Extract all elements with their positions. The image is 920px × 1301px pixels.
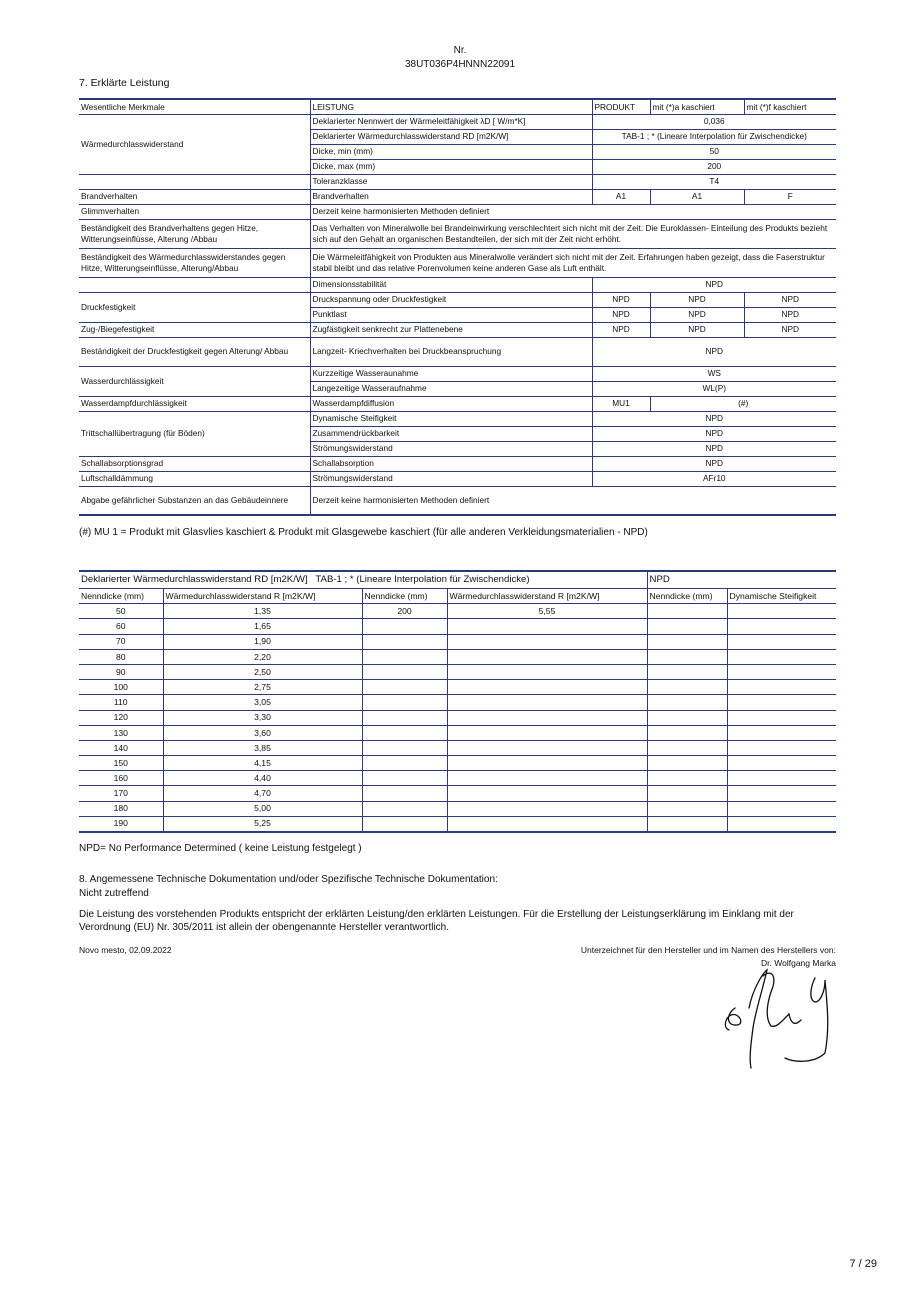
header-cell: mit (*)f kaschiert [744,99,836,114]
document-number: 38UT036P4HNNN22091 [404,59,516,70]
table-row [79,801,836,816]
header-cell: Nenndicke (mm) [362,589,447,604]
resistance-cell: 4,15 [163,756,362,771]
resistance-cell [447,801,647,816]
resistance-cell [727,695,836,710]
resistance-cell [447,664,647,679]
declaration-text: Die Leistung des vorstehenden Produkts entspricht der erklärten Leistung/den erklärten Leistungen. Für die Erstellung der Leistungserklärung im Einklang mit der Verordnung (EU) Nr. 305/2011 ist allein der obengenannte Hersteller verantwortlich. [79,909,794,933]
signer-name: Dr. Wolfgang Marka [761,958,836,968]
resistance-cell: 3,05 [163,695,362,710]
characteristic-cell: Druckfestigkeit [79,292,310,322]
table-row [79,277,836,292]
header-cell: Dynamische Steifigkeit [727,589,836,604]
signature [715,968,845,1073]
thickness-cell [647,619,727,634]
value-cell: NPD [744,292,836,307]
performance-cell: Dynamische Steifigkeit [310,411,592,426]
table-row [79,337,836,366]
header-cell: LEISTUNG [310,99,592,114]
performance-cell: Zusammendrückbarkeit [310,426,592,441]
resistance-cell [447,710,647,725]
resistance-cell [727,649,836,664]
table-title-npd: NPD [647,571,836,589]
mu-footnote: (#) MU 1 = Produkt mit Glasvlies kaschiert & Produkt mit Glasgewebe kaschiert (für alle anderen Verkleidungsmaterialien - NPD) [79,527,648,538]
table-row [79,756,836,771]
value-cell: NPD [650,322,744,337]
resistance-cell [727,680,836,695]
characteristic-cell: Brandverhalten [79,189,310,204]
performance-cell: Derzeit keine harmonisierten Methoden definiert [310,486,836,515]
value-cell: NPD [744,307,836,322]
characteristic-cell: Zug-/Biegefestigkeit [79,322,310,337]
thickness-cell: 160 [79,771,163,786]
resistance-cell [447,634,647,649]
resistance-cell: 3,85 [163,740,362,755]
resistance-cell: 3,60 [163,725,362,740]
header-cell: Nenndicke (mm) [79,589,163,604]
value-cell: 200 [592,159,836,174]
thickness-cell [647,771,727,786]
section-7-title: 7. Erklärte Leistung [79,77,170,89]
value-cell: NPD [744,322,836,337]
performance-cell: Strömungswiderstand [310,441,592,456]
resistance-cell [447,771,647,786]
resistance-cell [727,710,836,725]
value-cell: A1 [650,189,744,204]
table-row [79,771,836,786]
resistance-cell [447,649,647,664]
performance-cell: Dicke, min (mm) [310,144,592,159]
table-row [79,189,836,204]
performance-cell: Zugfästigkeit senkrecht zur Plattenebene [310,322,592,337]
table-title: Deklarierter Wärmedurchlasswiderstand RD [m2K/W] TAB-1 ; * (Lineare Interpolation für Zwischendicke) [79,571,647,589]
performance-cell: Das Verhalten von Mineralwolle bei Brandeinwirkung verschlechtert sich nicht mit der Zeit. Die Euroklassen- Einteilung des Produkts bezieht sich auf den Gehalt an organischen Bestandteilen, der sich mit der Zeit nicht erhöht. [310,219,836,248]
table-title-row [79,571,836,589]
value-cell: NPD [592,411,836,426]
performance-cell: Toleranzklasse [310,174,592,189]
thickness-cell: 190 [79,816,163,831]
performance-cell: Kurzzeitige Wasseraunahme [310,366,592,381]
thickness-cell [647,680,727,695]
resistance-cell: 5,25 [163,816,362,831]
resistance-cell: 5,55 [447,604,647,619]
table-row [79,680,836,695]
performance-table [79,98,836,516]
table-row [79,174,836,189]
resistance-cell: 3,30 [163,710,362,725]
thickness-cell [362,725,447,740]
thickness-cell [362,740,447,755]
table-row [79,204,836,219]
thickness-cell [647,786,727,801]
resistance-cell: 2,50 [163,664,362,679]
value-cell: AFr10 [592,471,836,486]
resistance-cell [447,756,647,771]
value-cell: TAB-1 ; * (Lineare Interpolation für Zwischendicke) [592,129,836,144]
value-cell: (#) [650,396,836,411]
resistance-cell [447,725,647,740]
performance-cell: Brandverhalten [310,189,592,204]
characteristic-cell: Abgabe gefährlicher Substanzen an das Gebäudeinnere [79,486,310,515]
table-row [79,486,836,515]
thickness-cell [362,695,447,710]
npd-note: NPD= No Performance Determined ( keine Leistung festgelegt ) [79,843,362,854]
performance-cell: Wasserdampfdiffusion [310,396,592,411]
thickness-cell [362,649,447,664]
resistance-cell: 2,75 [163,680,362,695]
thickness-cell [647,634,727,649]
table-row [79,322,836,337]
value-cell: NPD [592,426,836,441]
table-row [79,292,836,307]
place-date: Novo mesto, 02.09.2022 [79,945,172,955]
table-row [79,786,836,801]
resistance-cell [727,771,836,786]
resistance-cell [727,740,836,755]
resistance-cell [727,756,836,771]
thickness-cell: 90 [79,664,163,679]
thickness-cell [647,604,727,619]
table-row [79,219,836,248]
performance-cell: Langzeit- Kriechverhalten bei Druckbeanspruchung [310,337,592,366]
thickness-cell [647,695,727,710]
table-row [79,634,836,649]
thickness-cell: 170 [79,786,163,801]
resistance-cell: 1,35 [163,604,362,619]
thickness-cell [647,801,727,816]
performance-cell: Deklarierter Nennwert der Wärmeleitfähigkeit λD [ W/m*K] [310,114,592,129]
resistance-cell: 5,00 [163,801,362,816]
thickness-cell [362,771,447,786]
table-row [79,816,836,831]
thickness-cell [362,664,447,679]
thickness-cell [647,740,727,755]
performance-cell: Strömungswiderstand [310,471,592,486]
table-row [79,710,836,725]
thickness-cell [362,801,447,816]
resistance-cell: 1,90 [163,634,362,649]
performance-cell: Langezeitige Wasseraufnahme [310,381,592,396]
header-cell: mit (*)a kaschiert [650,99,744,114]
value-cell: NPD [650,292,744,307]
resistance-cell [727,664,836,679]
thickness-cell: 50 [79,604,163,619]
thickness-cell [362,756,447,771]
header-cell: Wärmedurchlasswiderstand R [m2K/W] [447,589,647,604]
thickness-cell [362,816,447,831]
value-cell: WL(P) [592,381,836,396]
table-row [79,396,836,411]
performance-cell: Schallabsorption [310,456,592,471]
performance-cell: Die Wärmeleitfähigkeit von Produkten aus Mineralwolle verändert sich nicht mit der Zeit. Erfahrungen haben gezeigt, dass die Faserstruktur stabil bleibt und das relative Porenvolumen keine anderen Gase als Luft enthält. [310,248,836,277]
performance-cell: Dicke, max (mm) [310,159,592,174]
value-cell: NPD [592,456,836,471]
resistance-cell [727,801,836,816]
thickness-cell [362,634,447,649]
value-cell: NPD [650,307,744,322]
resistance-cell [727,634,836,649]
value-cell: NPD [592,441,836,456]
resistance-cell [727,786,836,801]
characteristic-cell: Luftschalldämmung [79,471,310,486]
characteristic-cell: Wärmedurchlasswiderstand [79,114,310,174]
table-row [79,411,836,426]
thickness-cell [362,710,447,725]
value-cell: A1 [592,189,650,204]
value-cell: 50 [592,144,836,159]
thickness-cell: 130 [79,725,163,740]
value-cell: T4 [592,174,836,189]
characteristic-cell [79,174,310,189]
table-row [79,114,836,129]
table-row [79,604,836,619]
characteristic-cell: Schallabsorptionsgrad [79,456,310,471]
performance-cell: Druckspannung oder Druckfestigkeit [310,292,592,307]
characteristic-cell: Beständigkeit des Wärmedurchlasswiderstandes gegen Hitze, Witterungseinflüsse, Alterung/Abbau [79,248,310,277]
section-8-title: 8. Angemessene Technische Dokumentation und/oder Spezifische Technische Dokumentation: [79,874,498,885]
characteristic-cell: Beständigkeit der Druckfestigkeit gegen Alterung/ Abbau [79,337,310,366]
performance-cell: Dimensionsstabilität [310,277,592,292]
table-row [79,695,836,710]
resistance-cell [447,786,647,801]
thickness-cell [362,680,447,695]
thickness-cell [362,786,447,801]
table-header-row [79,99,836,114]
thickness-cell [647,816,727,831]
thickness-cell: 140 [79,740,163,755]
thickness-cell: 180 [79,801,163,816]
page-number: 7 / 29 [849,1258,877,1270]
resistance-cell [447,740,647,755]
value-cell: NPD [592,337,836,366]
table-row [79,619,836,634]
thickness-cell: 200 [362,604,447,619]
table-row [79,649,836,664]
table-row [79,248,836,277]
thickness-cell: 150 [79,756,163,771]
characteristic-cell: Beständigkeit des Brandverhaltens gegen Hitze, Witterungseinflüsse, Alterung /Abbau [79,219,310,248]
thickness-cell: 70 [79,634,163,649]
section-8-value: Nicht zutreffend [79,888,149,899]
thickness-cell [647,756,727,771]
header-cell: Wärmedurchlasswiderstand R [m2K/W] [163,589,362,604]
value-cell: 0,036 [592,114,836,129]
characteristic-cell: Wasserdampfdurchlässigkeit [79,396,310,411]
table-row [79,740,836,755]
value-cell: NPD [592,277,836,292]
value-cell: NPD [592,322,650,337]
table-row [79,366,836,381]
value-cell: WS [592,366,836,381]
thickness-cell: 60 [79,619,163,634]
header-cell: Wesentliche Merkmale [79,99,310,114]
table-header-row [79,589,836,604]
thickness-cell [362,619,447,634]
resistance-cell [727,725,836,740]
resistance-cell [447,695,647,710]
resistance-cell: 4,40 [163,771,362,786]
header-cell: PRODUKT [592,99,650,114]
thickness-cell: 110 [79,695,163,710]
document-number-label: Nr. [453,45,467,56]
performance-cell: Derzeit keine harmonisierten Methoden definiert [310,204,836,219]
performance-cell: Deklarierter Wärmedurchlasswiderstand RD [m2K/W] [310,129,592,144]
table-row [79,664,836,679]
thickness-cell: 80 [79,649,163,664]
characteristic-cell [79,277,310,292]
thickness-cell: 120 [79,710,163,725]
resistance-cell [447,680,647,695]
resistance-cell [727,619,836,634]
resistance-cell [447,619,647,634]
resistance-cell: 2,20 [163,649,362,664]
table-row [79,456,836,471]
value-cell: F [744,189,836,204]
thickness-cell [647,649,727,664]
header-cell: Nenndicke (mm) [647,589,727,604]
resistance-cell: 4,70 [163,786,362,801]
resistance-cell: 1,65 [163,619,362,634]
thickness-cell: 100 [79,680,163,695]
value-cell: MU1 [592,396,650,411]
resistance-cell [727,816,836,831]
performance-cell: Punktlast [310,307,592,322]
table-row [79,725,836,740]
thickness-cell [647,725,727,740]
table-row [79,471,836,486]
value-cell: NPD [592,307,650,322]
value-cell: NPD [592,292,650,307]
characteristic-cell: Glimmverhalten [79,204,310,219]
thermal-resistance-table [79,570,836,833]
thickness-cell [647,664,727,679]
resistance-cell [447,816,647,831]
resistance-cell [727,604,836,619]
characteristic-cell: Wasserdurchlässigkeit [79,366,310,396]
signed-for: Unterzeichnet für den Hersteller und im Namen des Herstellers von: [580,945,836,955]
characteristic-cell: Trittschallübertragung (für Böden) [79,411,310,456]
thickness-cell [647,710,727,725]
